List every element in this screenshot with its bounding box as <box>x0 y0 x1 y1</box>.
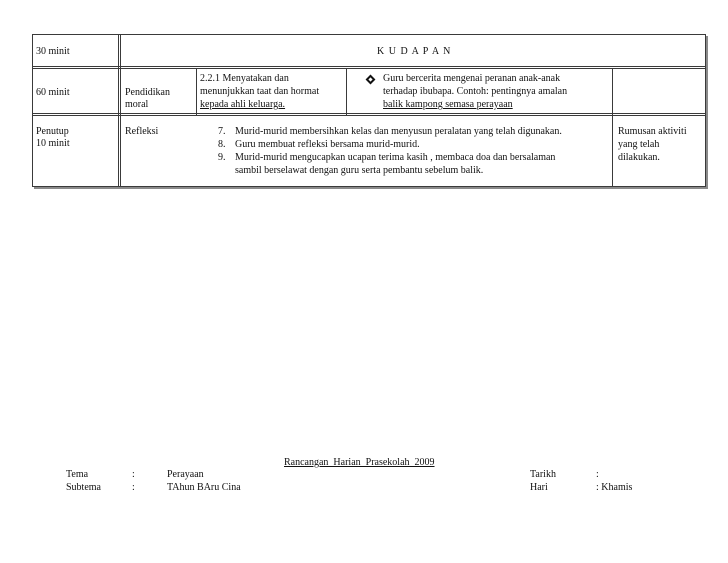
tarikh-value: : <box>596 469 599 480</box>
table-shadow-right <box>706 36 708 189</box>
row3-area: Refleksi <box>125 126 159 137</box>
row2-activity-line-2: terhadap ibubapa. Contoh: pentingnya amalan <box>383 86 568 97</box>
row2-objective-line-1: 2.2.1 Menyatakan dan <box>200 73 289 84</box>
row3-time-line-2: 10 minit <box>36 138 70 149</box>
subtema-label: Subtema <box>66 482 101 493</box>
row3-item-7-text: Murid-murid membersihkan kelas dan menyusun peralatan yang telah digunakan. <box>235 126 562 137</box>
row2-activity-line-3: balik kampong semasa perayaan <box>383 99 513 110</box>
row2-time: 60 minit <box>36 87 70 98</box>
row3-time-line-1: Penutup <box>36 126 69 137</box>
row-divider-1b <box>32 68 706 69</box>
row3-item-9-num: 9. <box>218 152 226 163</box>
row3-remark-line-3: dilakukan. <box>618 152 660 163</box>
tema-colon: : <box>132 469 135 480</box>
col-divider-1 <box>118 34 121 187</box>
row-divider-1 <box>32 66 706 67</box>
subtema-value: TAhun BAru Cina <box>167 482 241 493</box>
col-divider-2 <box>196 68 197 115</box>
row2-activity-line-1: Guru bercerita mengenai peranan anak-anak <box>383 73 561 84</box>
row2-area-line-1: Pendidikan <box>125 87 170 98</box>
row1-title: K U D A P A N <box>377 46 452 57</box>
hari-label: Hari <box>530 482 548 493</box>
row3-item-8-text: Guru membuat refleksi bersama murid-murid. <box>235 139 420 150</box>
row3-item-7-num: 7. <box>218 126 226 137</box>
tarikh-label: Tarikh <box>530 469 556 480</box>
row3-remark-line-2: yang telah <box>618 139 660 150</box>
hari-value: : Khamis <box>596 482 633 493</box>
row3-item-9-continuation: sambil berselawat dengan guru serta pembantu sebelum balik. <box>235 165 484 176</box>
table-shadow-bottom <box>34 187 708 189</box>
row3-remark-line-1: Rumusan aktiviti <box>618 126 687 137</box>
subtema-colon: : <box>132 482 135 493</box>
row-divider-2b <box>32 115 706 116</box>
plan-heading: Rancangan Harian Prasekolah 2009 <box>284 457 435 468</box>
col-divider-4 <box>612 68 613 187</box>
row2-objective-line-2: menunjukkan taat dan hormat <box>200 86 320 97</box>
row3-item-9-text: Murid-murid mengucapkan ucapan terima kasih , membaca doa dan bersalaman <box>235 152 556 163</box>
row2-objective-line-3: kepada ahli keluarga. <box>200 99 286 110</box>
tema-label: Tema <box>66 469 89 480</box>
col-divider-3 <box>346 68 347 115</box>
tema-value: Perayaan <box>167 469 204 480</box>
row-divider-2 <box>32 113 706 114</box>
row1-time: 30 minit <box>36 46 70 57</box>
row2-area-line-2: moral <box>125 99 149 110</box>
row3-item-8-num: 8. <box>218 139 226 150</box>
